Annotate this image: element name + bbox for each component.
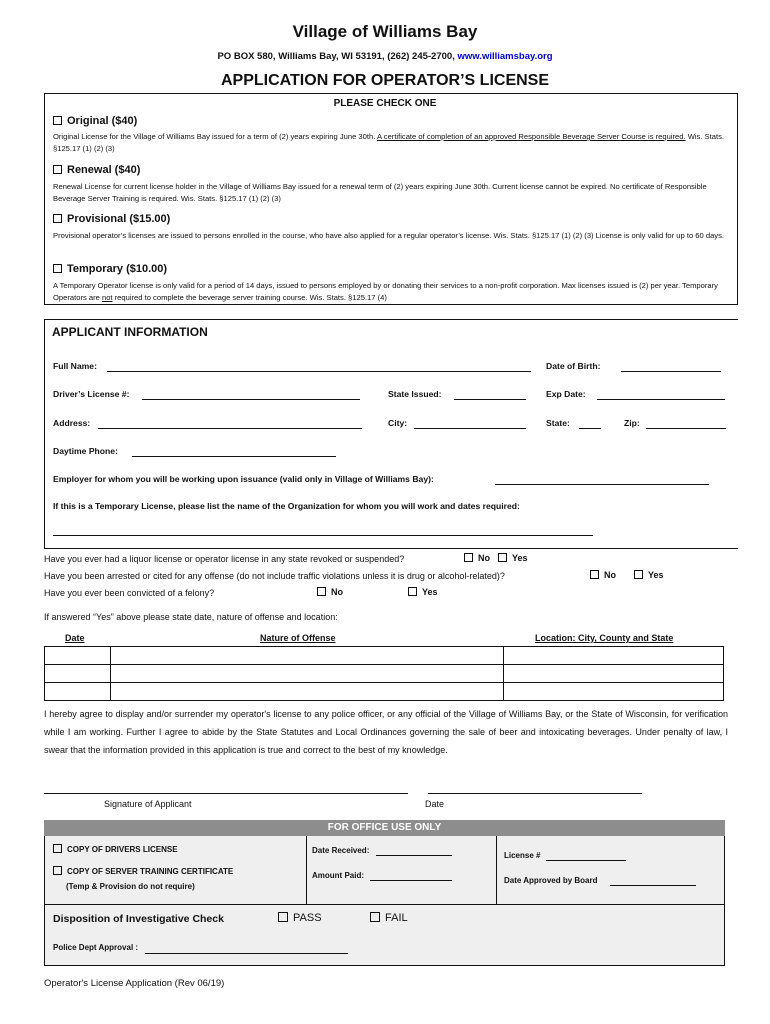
arrested-yes-checkbox[interactable] <box>634 570 643 579</box>
question-arrested-text: Have you been arrested or cited for any offense (do not include traffic violations unless it is drug or alcohol-related)? <box>44 571 505 581</box>
revoked-no-option[interactable]: No <box>464 553 490 563</box>
drivers-license-field[interactable] <box>142 387 360 400</box>
office-heading: FOR OFFICE USE ONLY <box>44 820 725 836</box>
temporary-description: A Temporary Operator license is only valid for a period of 14 days, issued to persons employed by or donating their services to a non-profit corporation. Max licenses issued is (2) per year. Temporary Operators are not required to complete the beverage server training course. Wis. Stats. §125.17 (4) <box>53 281 718 302</box>
dob-field[interactable] <box>621 359 721 372</box>
provisional-checkbox[interactable] <box>53 214 62 223</box>
temporary-checkbox[interactable] <box>53 264 62 273</box>
table-row <box>45 683 724 701</box>
date-received-field[interactable] <box>376 843 452 856</box>
original-checkbox[interactable] <box>53 116 62 125</box>
question-felony-text: Have you ever been convicted of a felony? <box>44 588 215 598</box>
employer-label: Employer for whom you will be working upon issuance (valid only in Village of Williams Bay): <box>53 474 434 484</box>
employer-field[interactable] <box>495 472 709 485</box>
address-field[interactable] <box>98 416 362 429</box>
question-felony <box>44 588 214 598</box>
arrested-no-option[interactable]: No <box>590 570 616 580</box>
state-field[interactable] <box>579 416 601 429</box>
fail-option[interactable]: FAIL <box>370 912 408 924</box>
pass-option[interactable]: PASS <box>278 912 322 924</box>
table-cell[interactable] <box>45 665 111 683</box>
temp-note: (Temp & Provision do not require) <box>66 882 195 891</box>
date-approved-label: Date Approved by Board <box>504 876 598 885</box>
col-nature-header: Nature of Offense <box>260 633 336 643</box>
date-received-label: Date Received: <box>312 846 370 855</box>
original-label: Original ($40) <box>67 115 138 127</box>
drivers-license-label: Driver’s License #: <box>53 389 130 399</box>
question-revoked <box>44 554 404 564</box>
license-number-field[interactable] <box>546 848 626 861</box>
section-divider <box>44 548 738 549</box>
copy-dl-checkbox[interactable] <box>53 844 62 853</box>
city-label: City: <box>388 418 408 428</box>
signature-field[interactable] <box>44 793 408 794</box>
agreement-text: I hereby agree to display and/or surrender my operator's license to any police officer, or any official of the Village of Williams Bay, or the State of Wisconsin, for verification while I am working. Further I agree to abide by the State Statutes and Local Ordinances governing the sale of beer and intoxicating beverages. Under penalty of law, I swear that the information provided in this application is true and correct to the best of my knowledge. <box>44 709 728 755</box>
signature-label: Signature of Applicant <box>104 799 192 809</box>
col-date-header: Date <box>65 633 85 643</box>
copy-cert-checkbox[interactable] <box>53 866 62 875</box>
state-issued-field[interactable] <box>454 387 526 400</box>
date-approved-field[interactable] <box>610 873 696 886</box>
revoked-yes-checkbox[interactable] <box>498 553 507 562</box>
table-cell[interactable] <box>111 647 504 665</box>
arrested-yes-option[interactable]: Yes <box>634 570 664 580</box>
renewal-checkbox[interactable] <box>53 165 62 174</box>
renewal-description: Renewal License for current license holder in the Village of Williams Bay issued for a renewal term of (2) years expiring June 30th. Current license cannot be expired. No certificate of Responsible Beverage Server Training is required. Wis. Stats. §125.17 (1) (2) (3) <box>53 182 707 203</box>
police-approval-label: Police Dept Approval : <box>53 943 139 952</box>
fail-checkbox[interactable] <box>370 912 380 922</box>
table-cell[interactable] <box>504 665 724 683</box>
website-link[interactable]: www.williamsbay.org <box>457 51 553 62</box>
full-name-field[interactable] <box>107 359 531 372</box>
renewal-label: Renewal ($40) <box>67 164 141 176</box>
office-divider-1 <box>306 836 307 905</box>
exp-date-label: Exp Date: <box>546 389 586 399</box>
provisional-description: Provisional operator’s licenses are issued to persons enrolled in the course, who have also applied for a regular operator’s license. Wis. Stats. §125.17 (1) (2) (3) License is only valid for up to 60 days. <box>53 231 724 240</box>
amount-paid-field[interactable] <box>370 868 452 881</box>
copy-cert-option[interactable]: COPY OF SERVER TRAINING CERTIFICATE <box>53 867 233 876</box>
form-title: APPLICATION FOR OPERATOR’S LICENSE <box>220 72 550 89</box>
copy-dl-option[interactable]: COPY OF DRIVERS LICENSE <box>53 845 178 854</box>
temporary-label: Temporary ($10.00) <box>67 263 168 275</box>
question-revoked-text: Have you ever had a liquor license or operator license in any state revoked or suspended? <box>44 554 405 564</box>
provisional-option[interactable] <box>53 213 170 225</box>
state-label: State: <box>546 418 570 428</box>
original-description: Original License for the Village of Williams Bay issued for a term of (2) years expiring June 30th. A certificate of completion of an approved Responsible Beverage Server Course is required. Wis. Stats. §125.17 (1) (2) (3) <box>53 132 724 153</box>
contact-line <box>0 51 770 62</box>
signature-date-label: Date <box>425 799 445 809</box>
check-one-heading: PLEASE CHECK ONE <box>333 98 437 109</box>
address-label: Address: <box>53 418 91 428</box>
applicant-box <box>44 319 738 549</box>
offense-table <box>44 646 724 701</box>
temporary-option[interactable] <box>53 263 167 275</box>
table-row <box>45 665 724 683</box>
address-text: PO BOX 580, Williams Bay, WI 53191, (262) 245-2700, <box>217 51 458 62</box>
dob-label: Date of Birth: <box>546 361 601 371</box>
exp-date-field[interactable] <box>597 387 725 400</box>
office-divider-2 <box>496 836 497 905</box>
if-yes-instruction: If answered “Yes” above please state date, nature of offense and location: <box>44 612 338 622</box>
applicant-heading: APPLICANT INFORMATION <box>52 325 208 339</box>
temp-org-field[interactable] <box>53 523 593 536</box>
daytime-phone-field[interactable] <box>132 444 336 457</box>
city-field[interactable] <box>414 416 526 429</box>
pass-checkbox[interactable] <box>278 912 288 922</box>
amount-paid-label: Amount Paid: <box>312 871 364 880</box>
original-option[interactable] <box>53 115 137 127</box>
temp-org-label: If this is a Temporary License, please list the name of the Organization for whom you will work and dates required: <box>53 501 520 511</box>
daytime-phone-label: Daytime Phone: <box>53 446 118 456</box>
col-location-header: Location: City, County and State <box>535 633 674 643</box>
disposition-label: Disposition of Investigative Check <box>53 913 224 925</box>
table-cell[interactable] <box>504 647 724 665</box>
zip-label: Zip: <box>624 418 640 428</box>
arrested-no-checkbox[interactable] <box>590 570 599 579</box>
license-number-label: License # <box>504 851 541 860</box>
table-cell[interactable] <box>45 647 111 665</box>
zip-field[interactable] <box>646 416 726 429</box>
table-cell[interactable] <box>504 683 724 701</box>
police-approval-field[interactable] <box>145 941 348 954</box>
felony-yes-option[interactable]: Yes <box>408 587 438 597</box>
revoked-yes-option[interactable]: Yes <box>498 553 528 563</box>
footer-text: Operator's License Application (Rev 06/19) <box>44 978 225 989</box>
table-row <box>45 647 724 665</box>
provisional-label: Provisional ($15.00) <box>67 213 171 225</box>
village-title: Village of Williams Bay <box>292 22 478 41</box>
table-cell[interactable] <box>45 683 111 701</box>
state-issued-label: State Issued: <box>388 389 442 399</box>
full-name-label: Full Name: <box>53 361 97 371</box>
table-cell[interactable] <box>111 665 504 683</box>
revoked-no-checkbox[interactable] <box>464 553 473 562</box>
felony-yes-checkbox[interactable] <box>408 587 417 596</box>
signature-date-field[interactable] <box>428 793 642 794</box>
felony-no-option[interactable]: No <box>317 587 343 597</box>
question-arrested <box>44 571 505 581</box>
felony-no-checkbox[interactable] <box>317 587 326 596</box>
renewal-option[interactable] <box>53 164 140 176</box>
table-cell[interactable] <box>111 683 504 701</box>
